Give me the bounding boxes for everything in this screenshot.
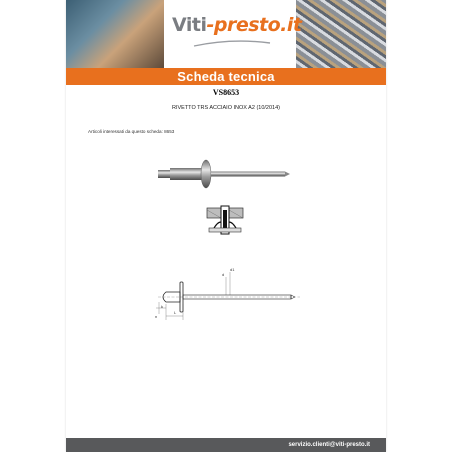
rivet-photo: [156, 158, 296, 190]
product-code: VS8653: [212, 88, 240, 97]
drawing-label-n: n: [155, 314, 158, 319]
page-title: Scheda tecnica: [66, 68, 386, 85]
drawing-label-l: L: [174, 310, 177, 315]
logo-main-text: Viti: [172, 14, 207, 36]
footer-bar: [66, 438, 386, 452]
rivet-section-view: [203, 200, 247, 244]
logo-accent-text: -presto.it: [206, 14, 302, 36]
tools-photo: [66, 0, 164, 68]
datasheet-page: [66, 0, 386, 452]
logo-swoosh-icon: [192, 40, 272, 48]
screws-photo: [296, 0, 386, 68]
drawing-label-k: k: [161, 304, 163, 309]
header-banner: [66, 0, 386, 68]
product-description: RIVETTO TRS ACCIAIO INOX A2 (10/2014): [171, 105, 280, 111]
brand-logo[interactable]: [172, 14, 302, 36]
articles-note: Articoli interessati da questo scheda: 8653: [88, 129, 175, 134]
support-email-link[interactable]: servizio.clienti@viti-presto.it: [288, 442, 370, 448]
drawing-label-d: d: [222, 272, 225, 277]
logo-area: [164, 0, 302, 68]
drawing-label-d1: d1: [230, 267, 235, 272]
rivet-technical-drawing: [154, 262, 304, 322]
